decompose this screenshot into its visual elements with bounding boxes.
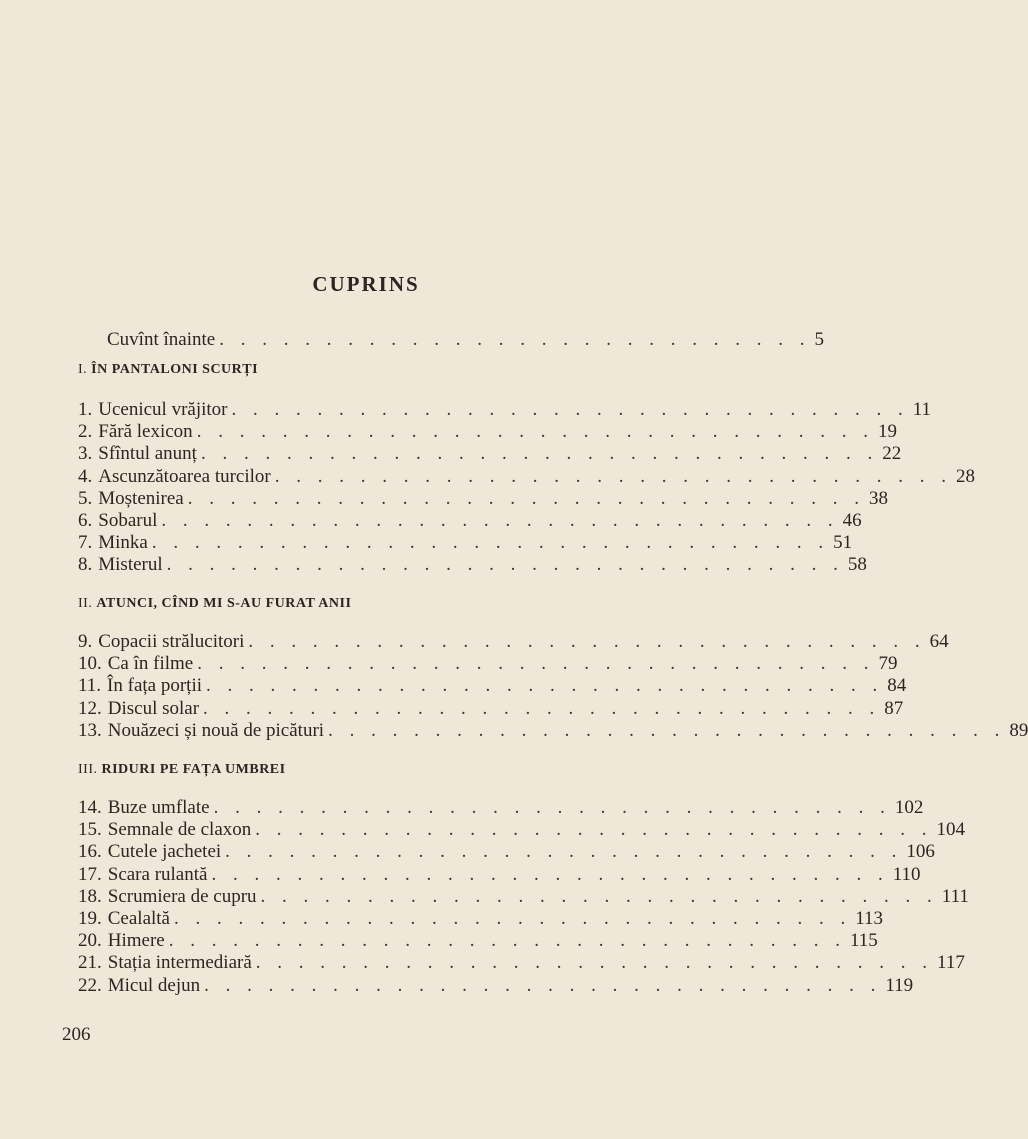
entry-title: Himere [107,930,165,952]
section-numeral: I. [78,362,88,377]
toc-entry [78,652,898,676]
entry-page: 117 [937,952,965,974]
entry-title: Discul solar [107,697,200,719]
entry-title: Fără lexicon [98,421,193,443]
entry-title: Copacii strălucitori [98,631,245,652]
toc-entry [78,885,969,909]
entry-page: 111 [941,885,969,907]
toc-entry-foreword [107,328,824,352]
section-title: RIDURI PE FAȚA UMBREI [101,762,286,777]
entry-number: 7. [78,532,93,554]
section-heading-3 [78,762,286,778]
toc-entry [78,487,888,511]
entry-title: Cealaltă [107,908,170,929]
entry-title: Sobarul [98,510,158,531]
leader-dots: . . . . . . . . . . . . . . . . . . . . . . . . . . . . . . . . [187,487,865,509]
leader-dots: . . . . . . . . . . . . . . . . . . . . . . . . . . . . . . . . [255,952,934,974]
entry-number: 2. [78,421,93,443]
section-heading-1 [78,362,258,378]
entry-page: 64 [929,631,949,652]
entry-number: 15. [78,819,102,841]
entry-number: 18. [78,885,102,907]
entry-title: Ascunzătoarea turcilor [98,465,271,487]
entry-page: 38 [868,487,888,509]
entry-page: 113 [855,908,884,929]
entry-title: Cutele jachetei [107,841,222,863]
entry-number: 4. [78,465,93,487]
entry-number: 1. [78,399,93,420]
page-title: CUPRINS [312,272,420,296]
toc-entry [78,398,932,422]
leader-dots: . . . . . . . . . . . . . . . . . . . . . . . . . . . . . . . . [151,532,830,554]
toc-entry [78,553,867,577]
leader-dots: . . . . . . . . . . . . . . . . . . . . . . . . . . . . . . . . [225,841,903,863]
leader-dots: . . . . . . . . . . . . . . . . . . . . . . . . . . . . . . . . [204,974,882,996]
entry-title: Cuvînt înainte [107,329,216,350]
entry-page: 46 [842,510,862,531]
entry-page: 87 [884,697,904,719]
toc-entry [78,674,907,698]
entry-title: Nouăzeci și nouă de picături [107,719,325,741]
page-number: 206 [62,1024,91,1045]
entry-page: 84 [887,675,907,697]
entry-number: 3. [78,443,93,465]
leader-dots: . . . . . . . . . . . . . . . . . . . . . . . . . . . . [219,329,811,350]
leader-dots: . . . . . . . . . . . . . . . . . . . . . . . . . . . . . . . . [213,797,891,818]
entry-number: 20. [78,930,102,952]
section-heading-2 [78,596,351,612]
entry-page: 102 [894,797,924,818]
entry-title: Buze umflate [107,797,210,818]
leader-dots: . . . . . . . . . . . . . . . . . . . . . . . . . . . . . . . . [231,399,909,420]
entry-title: Minka [98,532,148,554]
section-numeral: II. [78,596,93,611]
entry-number: 11. [78,675,102,697]
entry-title: Scara rulantă [107,863,208,885]
entry-page: 51 [833,532,853,554]
entry-title: Moștenirea [98,487,184,509]
toc-entry [78,442,902,466]
entry-number: 8. [78,554,93,576]
entry-page: 28 [956,465,975,487]
entry-number: 21. [78,952,102,974]
leader-dots: . . . . . . . . . . . . . . . . . . . . . . . . . . . . . . . . [328,719,1006,741]
toc-entry [78,929,878,953]
toc-entry [78,840,935,864]
section-title: ÎN PANTALONI SCURȚI [91,362,259,377]
entry-page: 58 [847,554,867,576]
entry-page: 89 [1009,719,1028,741]
entry-title: Sfîntul anunț [98,443,197,465]
entry-page: 11 [912,399,932,420]
leader-dots: . . . . . . . . . . . . . . . . . . . . . . . . . . . . . . . . [260,885,938,907]
entry-title: Scrumiera de cupru [107,885,257,907]
leader-dots: . . . . . . . . . . . . . . . . . . . . . . . . . . . . . . . . [255,819,933,841]
entry-number: 12. [78,697,102,719]
toc-entry [78,818,966,842]
entry-number: 16. [78,841,102,863]
entry-page: 19 [877,421,897,443]
entry-number: 10. [78,653,102,675]
entry-number: 5. [78,487,93,509]
toc-entry [78,697,904,721]
entry-page: 110 [892,863,921,885]
entry-title: Ca în filme [107,653,194,675]
entry-page: 104 [936,819,966,841]
leader-dots: . . . . . . . . . . . . . . . . . . . . . . . . . . . . . . . . [174,908,852,929]
toc-entry [78,974,914,998]
entry-number: 22. [78,974,102,996]
leader-dots: . . . . . . . . . . . . . . . . . . . . . . . . . . . . . . . . [211,863,889,885]
toc-entry [78,465,975,489]
entry-number: 19. [78,908,102,929]
toc-entry [78,531,853,555]
section-title: ATUNCI, CÎND MI S-AU FURAT ANII [96,596,352,611]
leader-dots: . . . . . . . . . . . . . . . . . . . . . . . . . . . . . . . . [203,697,881,719]
leader-dots: . . . . . . . . . . . . . . . . . . . . . . . . . . . . . . . . [248,631,926,652]
toc-entry [78,509,862,533]
leader-dots: . . . . . . . . . . . . . . . . . . . . . . . . . . . . . . . . [274,465,952,487]
entry-number: 6. [78,510,93,531]
entry-title: Ucenicul vrăjitor [98,399,228,420]
toc-entry [78,863,921,887]
entry-page: 115 [849,930,878,952]
entry-title: În fața porții [107,675,203,697]
entry-number: 9. [78,631,93,652]
toc-entry [78,630,949,654]
entry-page: 22 [882,443,902,465]
entry-page: 119 [885,974,914,996]
leader-dots: . . . . . . . . . . . . . . . . . . . . . . . . . . . . . . . . [161,510,839,531]
entry-page: 5 [814,329,824,350]
entry-title: Semnale de claxon [107,819,252,841]
toc-entry [78,796,924,820]
entry-page: 106 [906,841,935,863]
entry-title: Misterul [98,554,163,576]
leader-dots: . . . . . . . . . . . . . . . . . . . . . . . . . . . . . . . . [168,930,846,952]
entry-number: 13. [78,719,102,741]
leader-dots: . . . . . . . . . . . . . . . . . . . . . . . . . . . . . . . . [197,653,875,675]
entry-number: 17. [78,863,102,885]
leader-dots: . . . . . . . . . . . . . . . . . . . . . . . . . . . . . . . . [196,421,874,443]
leader-dots: . . . . . . . . . . . . . . . . . . . . . . . . . . . . . . . . [206,675,884,697]
entry-title: Stația intermediară [107,952,252,974]
entry-number: 14. [78,797,102,818]
entry-title: Micul dejun [107,974,201,996]
leader-dots: . . . . . . . . . . . . . . . . . . . . . . . . . . . . . . . . [166,554,844,576]
toc-entry [78,719,1028,743]
toc-entry [78,907,884,931]
entry-page: 79 [878,653,898,675]
toc-entry [78,420,897,444]
section-numeral: III. [78,762,98,777]
toc-entry [78,951,965,975]
leader-dots: . . . . . . . . . . . . . . . . . . . . . . . . . . . . . . . . [200,443,879,465]
